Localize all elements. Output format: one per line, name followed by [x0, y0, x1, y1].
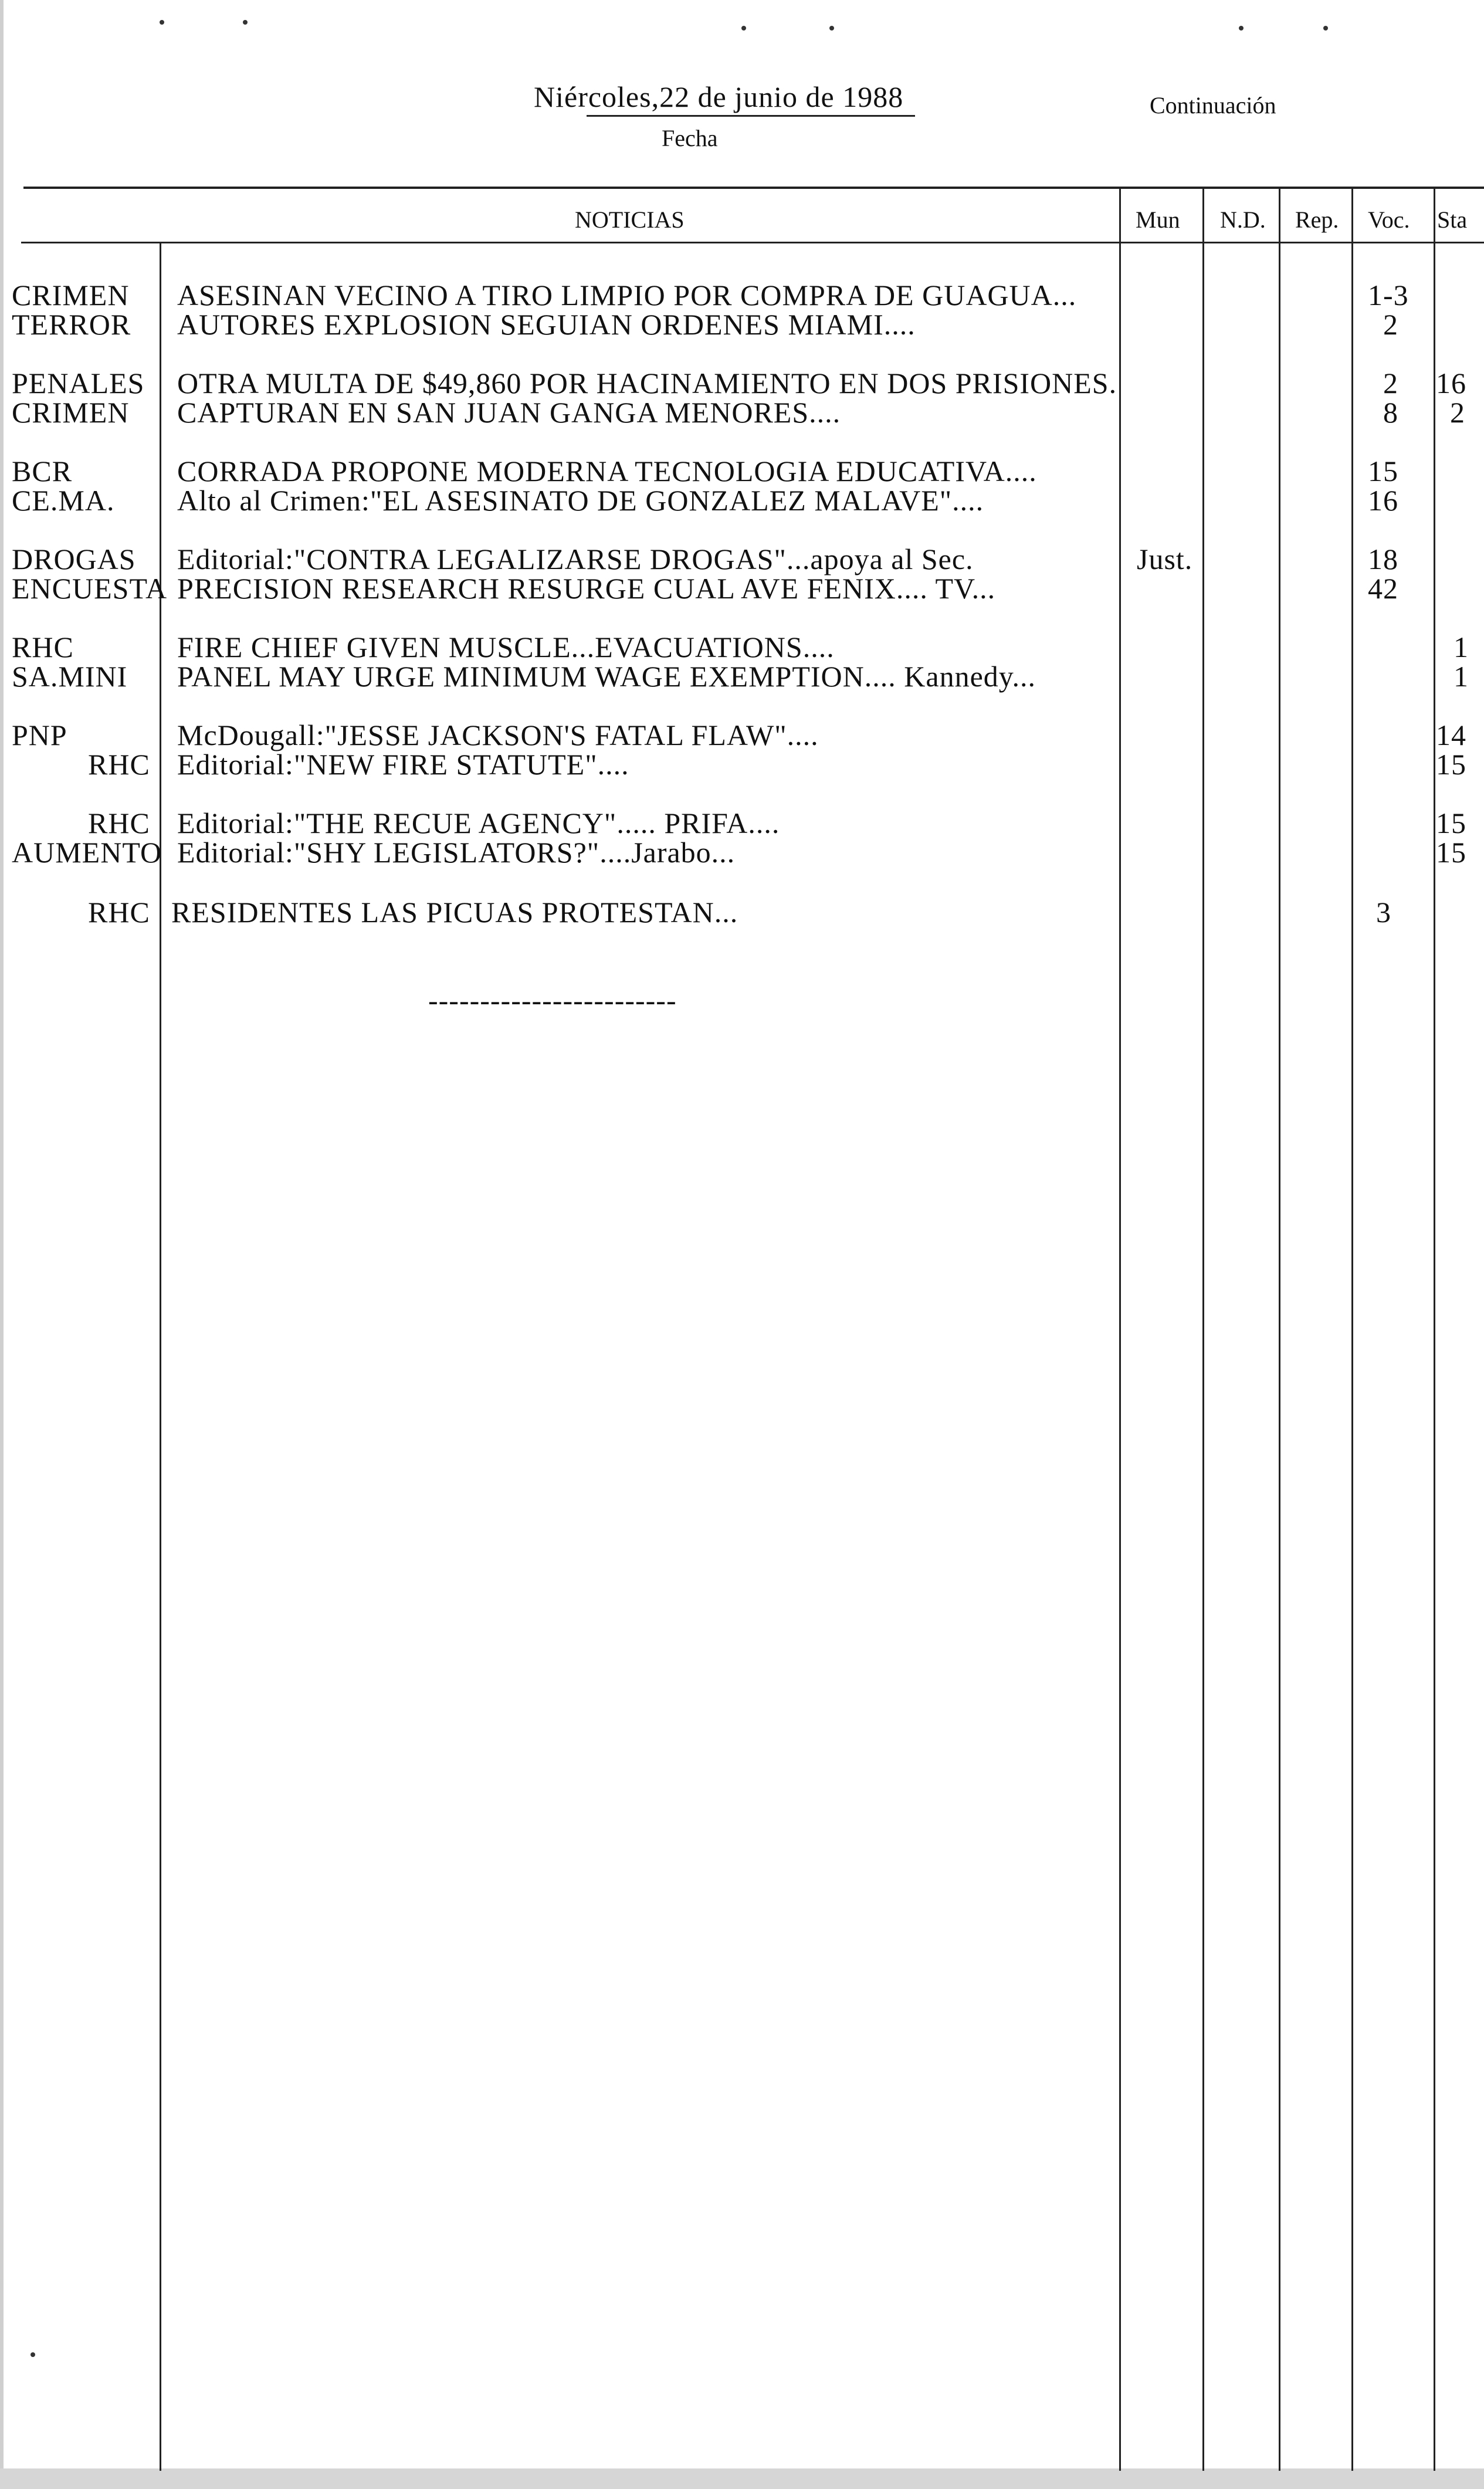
speckle: [1239, 26, 1244, 31]
row-voc: 1-3: [1368, 279, 1409, 311]
row-voc: 2: [1383, 308, 1398, 341]
column-header-mun: Mun: [1136, 206, 1180, 233]
continuation-label: Continuación: [1150, 92, 1276, 118]
date-underline: [587, 115, 915, 117]
speckle: [829, 26, 834, 31]
date-text: Niércoles,22 de junio de 1988: [534, 80, 904, 113]
row-voc: 15: [1368, 455, 1398, 487]
row-headline: McDougall:"JESSE JACKSON'S FATAL FLAW"....: [177, 719, 819, 751]
row-sta: 14: [1436, 719, 1466, 751]
speckle: [243, 20, 248, 25]
row-category: PNP: [12, 719, 67, 751]
row-sta: 1: [1453, 631, 1469, 663]
row-headline: FIRE CHIEF GIVEN MUSCLE...EVACUATIONS....: [177, 631, 835, 663]
row-category: SA.MINI: [12, 660, 128, 693]
sta-column-rule: [1434, 189, 1435, 2471]
row-category: TERROR: [12, 308, 131, 341]
row-category: ENCUESTA: [12, 572, 168, 605]
row-headline: PRECISION RESEARCH RESURGE CUAL AVE FENIX.... TV...: [177, 572, 996, 605]
row-category: CRIMEN: [12, 396, 130, 429]
row-voc: 42: [1368, 572, 1398, 605]
row-headline: RESIDENTES LAS PICUAS PROTESTAN...: [171, 896, 738, 929]
row-sta: 16: [1436, 367, 1466, 399]
row-category: RHC: [88, 896, 150, 929]
row-headline: CAPTURAN EN SAN JUAN GANGA MENORES....: [177, 396, 841, 429]
table-top-rule: [23, 187, 1484, 189]
row-category: CE.MA.: [12, 484, 115, 517]
row-headline: Alto al Crimen:"EL ASESINATO DE GONZALEZ MALAVE"....: [177, 484, 984, 517]
row-headline: Editorial:"NEW FIRE STATUTE"....: [177, 748, 629, 781]
row-category: CRIMEN: [12, 279, 130, 311]
speckle: [741, 26, 746, 31]
row-headline: Editorial:"THE RECUE AGENCY"..... PRIFA....: [177, 807, 780, 839]
page-edge: [0, 2468, 1484, 2489]
row-category: AUMENTO: [12, 836, 162, 869]
speckle: [31, 2352, 35, 2357]
row-headline: OTRA MULTA DE $49,860 POR HACINAMIENTO EN DOS PRISIONES.: [177, 367, 1117, 399]
end-separator: ------------------------: [428, 984, 677, 1017]
row-sta: 15: [1436, 748, 1466, 781]
row-sta: 2: [1450, 396, 1465, 429]
rep-column-rule: [1279, 189, 1280, 2471]
row-headline: ASESINAN VECINO A TIRO LIMPIO POR COMPRA DE GUAGUA...: [177, 279, 1077, 311]
row-voc: 18: [1368, 543, 1398, 575]
row-category: RHC: [88, 807, 150, 839]
row-headline: Editorial:"CONTRA LEGALIZARSE DROGAS"...apoya al Sec.: [177, 543, 974, 575]
row-voc: 2: [1383, 367, 1398, 399]
row-headline: AUTORES EXPLOSION SEGUIAN ORDENES MIAMI....: [177, 308, 916, 341]
header-bottom-rule: [21, 242, 1484, 243]
row-sta: 15: [1436, 807, 1466, 839]
row-sta: 1: [1453, 660, 1469, 693]
mun-column-rule: [1119, 189, 1121, 2471]
row-category: PENALES: [12, 367, 145, 399]
speckle: [1323, 26, 1328, 31]
row-category: RHC: [12, 631, 74, 663]
speckle: [160, 20, 164, 25]
row-category: BCR: [12, 455, 73, 487]
voc-column-rule: [1351, 189, 1353, 2471]
row-voc: 3: [1376, 896, 1391, 929]
row-headline: CORRADA PROPONE MODERNA TECNOLOGIA EDUCATIVA....: [177, 455, 1037, 487]
row-headline: PANEL MAY URGE MINIMUM WAGE EXEMPTION.... Kannedy...: [177, 660, 1036, 693]
nd-column-rule: [1202, 189, 1204, 2471]
row-sta: 15: [1436, 836, 1466, 869]
date-label: Fecha: [662, 125, 718, 151]
column-header-voc: Voc.: [1368, 206, 1410, 233]
column-header-noticias: NOTICIAS: [575, 206, 685, 233]
row-voc: 16: [1368, 484, 1398, 517]
page-edge: [0, 0, 4, 2489]
row-headline: Editorial:"SHY LEGISLATORS?"....Jarabo...: [177, 836, 736, 869]
row-mun: Just.: [1137, 543, 1193, 575]
row-category: DROGAS: [12, 543, 136, 575]
row-category: RHC: [88, 748, 150, 781]
column-header-rep: Rep.: [1295, 206, 1339, 233]
column-header-nd: N.D.: [1220, 206, 1266, 233]
row-voc: 8: [1383, 396, 1398, 429]
column-header-sta: Sta: [1437, 206, 1468, 233]
